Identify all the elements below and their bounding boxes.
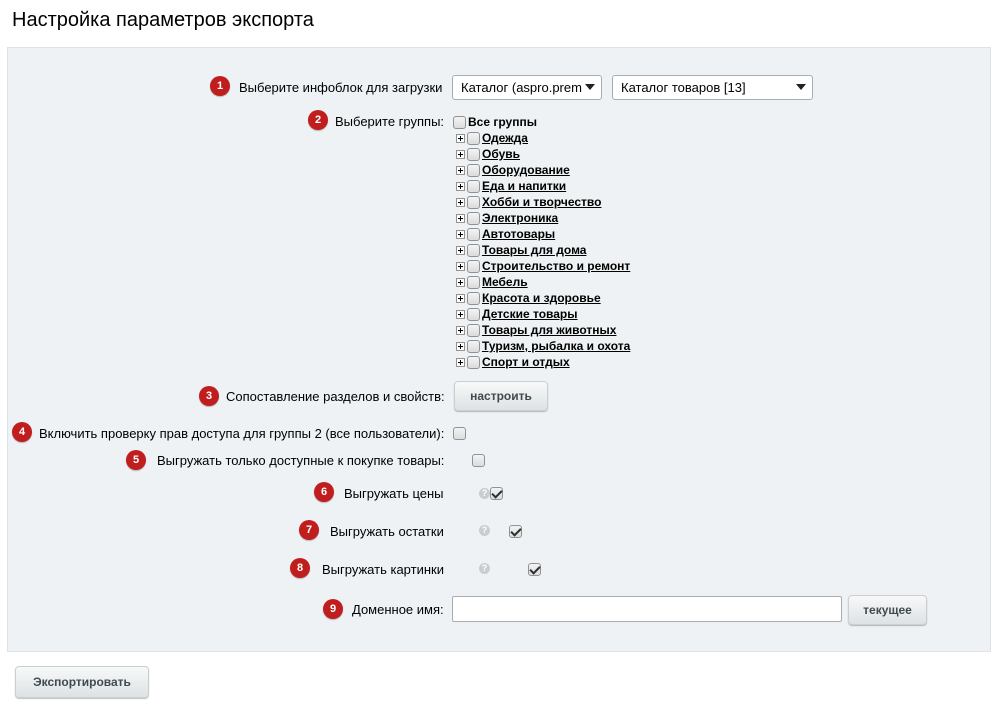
group-item	[456, 178, 630, 194]
group-link[interactable]: Обувь	[482, 147, 521, 161]
group-item	[456, 274, 630, 290]
group-link[interactable]: Оборудование	[482, 163, 570, 177]
export-prices-checkbox[interactable]	[490, 487, 503, 500]
group-link[interactable]: Одежда	[482, 131, 528, 145]
expand-icon[interactable]	[456, 342, 465, 351]
group-link[interactable]: Хобби и творчество	[482, 195, 602, 209]
group-link[interactable]: Туризм, рыбалка и охота	[482, 339, 631, 353]
iblock-catalog-select[interactable]	[612, 75, 813, 100]
all-groups-row	[453, 114, 630, 130]
group-link[interactable]: Мебель	[482, 275, 528, 289]
expand-icon[interactable]	[456, 262, 465, 271]
group-checkbox[interactable]	[467, 260, 480, 273]
group-item	[456, 242, 630, 258]
group-link[interactable]: Красота и здоровье	[482, 291, 601, 305]
iblock-label: Выберите инфоблок для загрузки	[239, 80, 443, 95]
expand-icon[interactable]	[456, 278, 465, 287]
iblock-catalog-value: Каталог товаров [13]	[621, 80, 746, 95]
only-available-label: Выгружать только доступные к покупке товары:	[157, 453, 445, 468]
step-badge-7: 7	[299, 520, 319, 540]
help-icon[interactable]: ?	[479, 488, 490, 499]
mapping-label: Сопоставление разделов и свойств:	[226, 389, 445, 404]
export-button[interactable]: Экспортировать	[15, 666, 149, 698]
group-checkbox[interactable]	[467, 212, 480, 225]
expand-icon[interactable]	[456, 294, 465, 303]
group-link[interactable]: Товары для дома	[482, 243, 587, 257]
group-item	[456, 162, 630, 178]
current-domain-button[interactable]: текущее	[848, 595, 927, 625]
step-badge-8: 8	[290, 558, 310, 578]
group-item	[456, 130, 630, 146]
group-item	[456, 210, 630, 226]
group-link[interactable]: Детские товары	[482, 307, 578, 321]
groups-label: Выберите группы:	[335, 114, 445, 129]
iblock-type-select[interactable]	[452, 75, 602, 100]
group-checkbox[interactable]	[467, 244, 480, 257]
expand-icon[interactable]	[456, 246, 465, 255]
help-icon[interactable]: ?	[479, 563, 490, 574]
page-title: Настройка параметров экспорта	[12, 9, 314, 31]
group-checkbox[interactable]	[467, 228, 480, 241]
export-prices-label: Выгружать цены	[344, 486, 444, 501]
only-available-checkbox[interactable]	[472, 454, 485, 467]
step-badge-3: 3	[199, 386, 219, 406]
expand-icon[interactable]	[456, 134, 465, 143]
iblock-type-value: Каталог (aspro.prem	[461, 80, 582, 95]
group-checkbox[interactable]	[467, 132, 480, 145]
group-checkbox[interactable]	[467, 276, 480, 289]
help-icon[interactable]: ?	[479, 525, 490, 536]
groups-tree	[453, 114, 630, 370]
expand-icon[interactable]	[456, 326, 465, 335]
export-images-label: Выгружать картинки	[322, 562, 444, 577]
group-checkbox[interactable]	[467, 180, 480, 193]
step-badge-9: 9	[323, 599, 343, 619]
chevron-down-icon	[796, 84, 806, 90]
group-item	[456, 338, 630, 354]
step-badge-2: 2	[308, 110, 328, 130]
all-groups-checkbox[interactable]	[453, 116, 466, 129]
expand-icon[interactable]	[456, 214, 465, 223]
group-link[interactable]: Спорт и отдых	[482, 355, 570, 369]
group-link[interactable]: Автотовары	[482, 227, 556, 241]
all-groups-label: Все группы	[468, 115, 537, 129]
group-item	[456, 306, 630, 322]
step-badge-4: 4	[12, 422, 32, 442]
expand-icon[interactable]	[456, 358, 465, 367]
access-check-checkbox[interactable]	[453, 427, 466, 440]
group-checkbox[interactable]	[467, 324, 480, 337]
group-item	[456, 290, 630, 306]
group-list	[453, 130, 630, 370]
group-checkbox[interactable]	[467, 164, 480, 177]
group-checkbox[interactable]	[467, 196, 480, 209]
group-item	[456, 146, 630, 162]
export-images-checkbox[interactable]	[528, 563, 541, 576]
group-item	[456, 226, 630, 242]
expand-icon[interactable]	[456, 230, 465, 239]
group-checkbox[interactable]	[467, 340, 480, 353]
export-stock-label: Выгружать остатки	[330, 524, 444, 539]
expand-icon[interactable]	[456, 182, 465, 191]
expand-icon[interactable]	[456, 166, 465, 175]
group-item	[456, 258, 630, 274]
group-link[interactable]: Еда и напитки	[482, 179, 567, 193]
group-link[interactable]: Электроника	[482, 211, 559, 225]
group-checkbox[interactable]	[467, 308, 480, 321]
group-item	[456, 322, 630, 338]
group-checkbox[interactable]	[467, 356, 480, 369]
access-check-label: Включить проверку прав доступа для группы 2 (все пользователи):	[39, 426, 445, 441]
expand-icon[interactable]	[456, 198, 465, 207]
group-item	[456, 194, 630, 210]
step-badge-1: 1	[210, 76, 230, 96]
configure-button[interactable]: настроить	[454, 381, 548, 411]
expand-icon[interactable]	[456, 310, 465, 319]
domain-input[interactable]	[452, 596, 842, 622]
export-stock-checkbox[interactable]	[509, 525, 522, 538]
chevron-down-icon	[585, 84, 595, 90]
group-link[interactable]: Строительство и ремонт	[482, 259, 631, 273]
domain-label: Доменное имя:	[352, 602, 444, 617]
group-checkbox[interactable]	[467, 292, 480, 305]
step-badge-5: 5	[126, 450, 146, 470]
expand-icon[interactable]	[456, 150, 465, 159]
group-item	[456, 354, 630, 370]
group-checkbox[interactable]	[467, 148, 480, 161]
group-link[interactable]: Товары для животных	[482, 323, 617, 337]
step-badge-6: 6	[314, 482, 334, 502]
